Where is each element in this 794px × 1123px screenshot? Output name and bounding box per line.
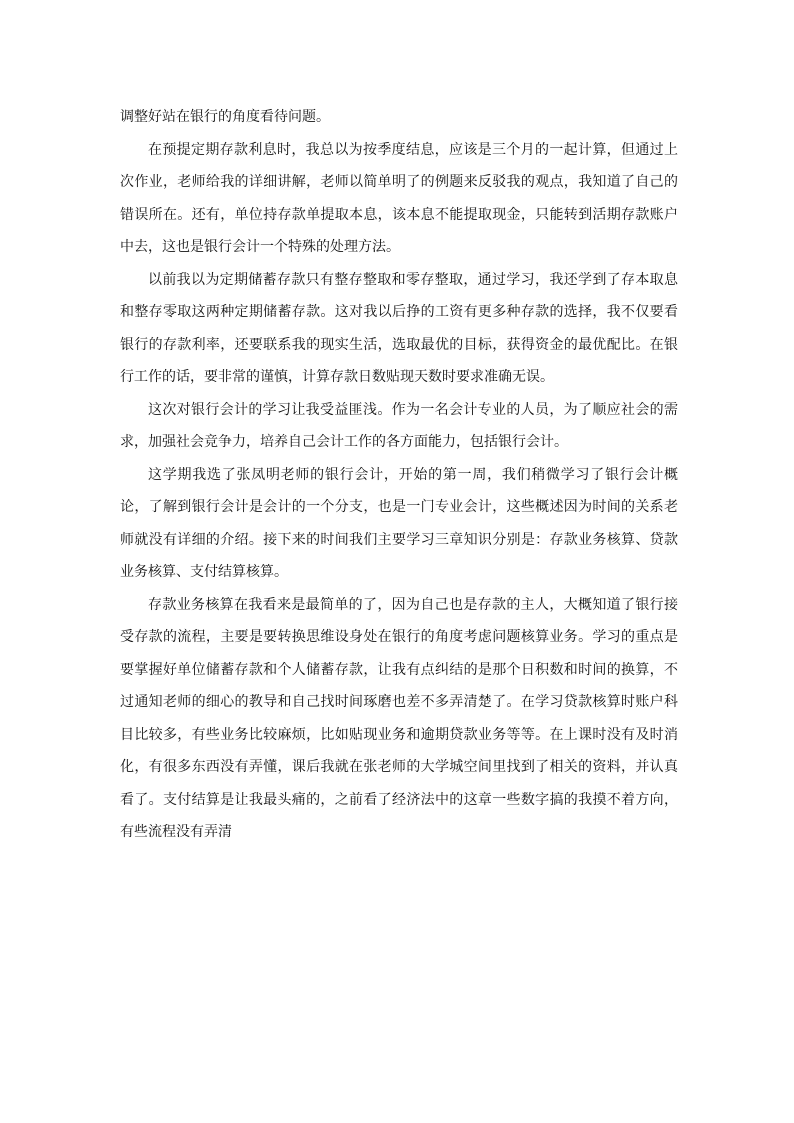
paragraph-2: 在预提定期存款利息时，我总以为按季度结息，应该是三个月的一起计算，但通过上次作业，老师给我的详细讲解，老师以简单明了的例题来反驳我的观点，我知道了自己的错误所在。还有，单位持存款单提取本息，该本息不能提取现金，只能转到活期存款账户中去，这也是银行会计一个特殊的处理方法。 (120, 141, 678, 255)
paragraph-3: 以前我以为定期储蓄存款只有整存整取和零存整取，通过学习，我还学到了存本取息和整存零取这两种定期储蓄存款。这对我以后挣的工资有更多种存款的选择，我不仅要看银行的存款利率，还要联系我的现实生活，选取最优的目标，获得资金的最优配比。在银行工作的话，要非常的谨慎，计算存款日数贴现天数时要求准确无误。 (120, 271, 678, 385)
paragraph-6: 存款业务核算在我看来是最简单的了，因为自己也是存款的主人，大概知道了银行接受存款的流程，主要是要转换思维设身处在银行的角度考虑问题核算业务。学习的重点是要掌握好单位储蓄存款和个人储蓄存款，让我有点纠结的是那个日积数和时间的换算，不过通知老师的细心的教导和自己找时间琢磨也差不多弄清楚了。在学习贷款核算时账户科目比较多，有些业务比较麻烦，比如贴现业务和逾期贷款业务等等。在上课时没有及时消化，有很多东西没有弄懂，课后我就在张老师的大学城空间里找到了相关的资料，并认真看了。支付结算是让我最头痛的，之前看了经济法中的这章一些数字搞的我摸不着方向，有些流程没有弄清 (120, 596, 678, 840)
document-body (120, 101, 678, 849)
paragraph-1: 调整好站在银行的角度看待问题。 (120, 109, 330, 125)
paragraph-5: 这学期我选了张凤明老师的银行会计，开始的第一周，我们稍微学习了银行会计概论，了解到银行会计是会计的一个分支，也是一门专业会计，这些概述因为时间的关系老师就没有详细的介绍。接下来的时间我们主要学习三章知识分别是：存款业务核算、贷款业务核算、支付结算核算。 (120, 466, 678, 580)
paragraph-4: 这次对银行会计的学习让我受益匪浅。作为一名会计专业的人员，为了顺应社会的需求，加强社会竞争力，培养自己会计工作的各方面能力，包括银行会计。 (120, 401, 678, 450)
